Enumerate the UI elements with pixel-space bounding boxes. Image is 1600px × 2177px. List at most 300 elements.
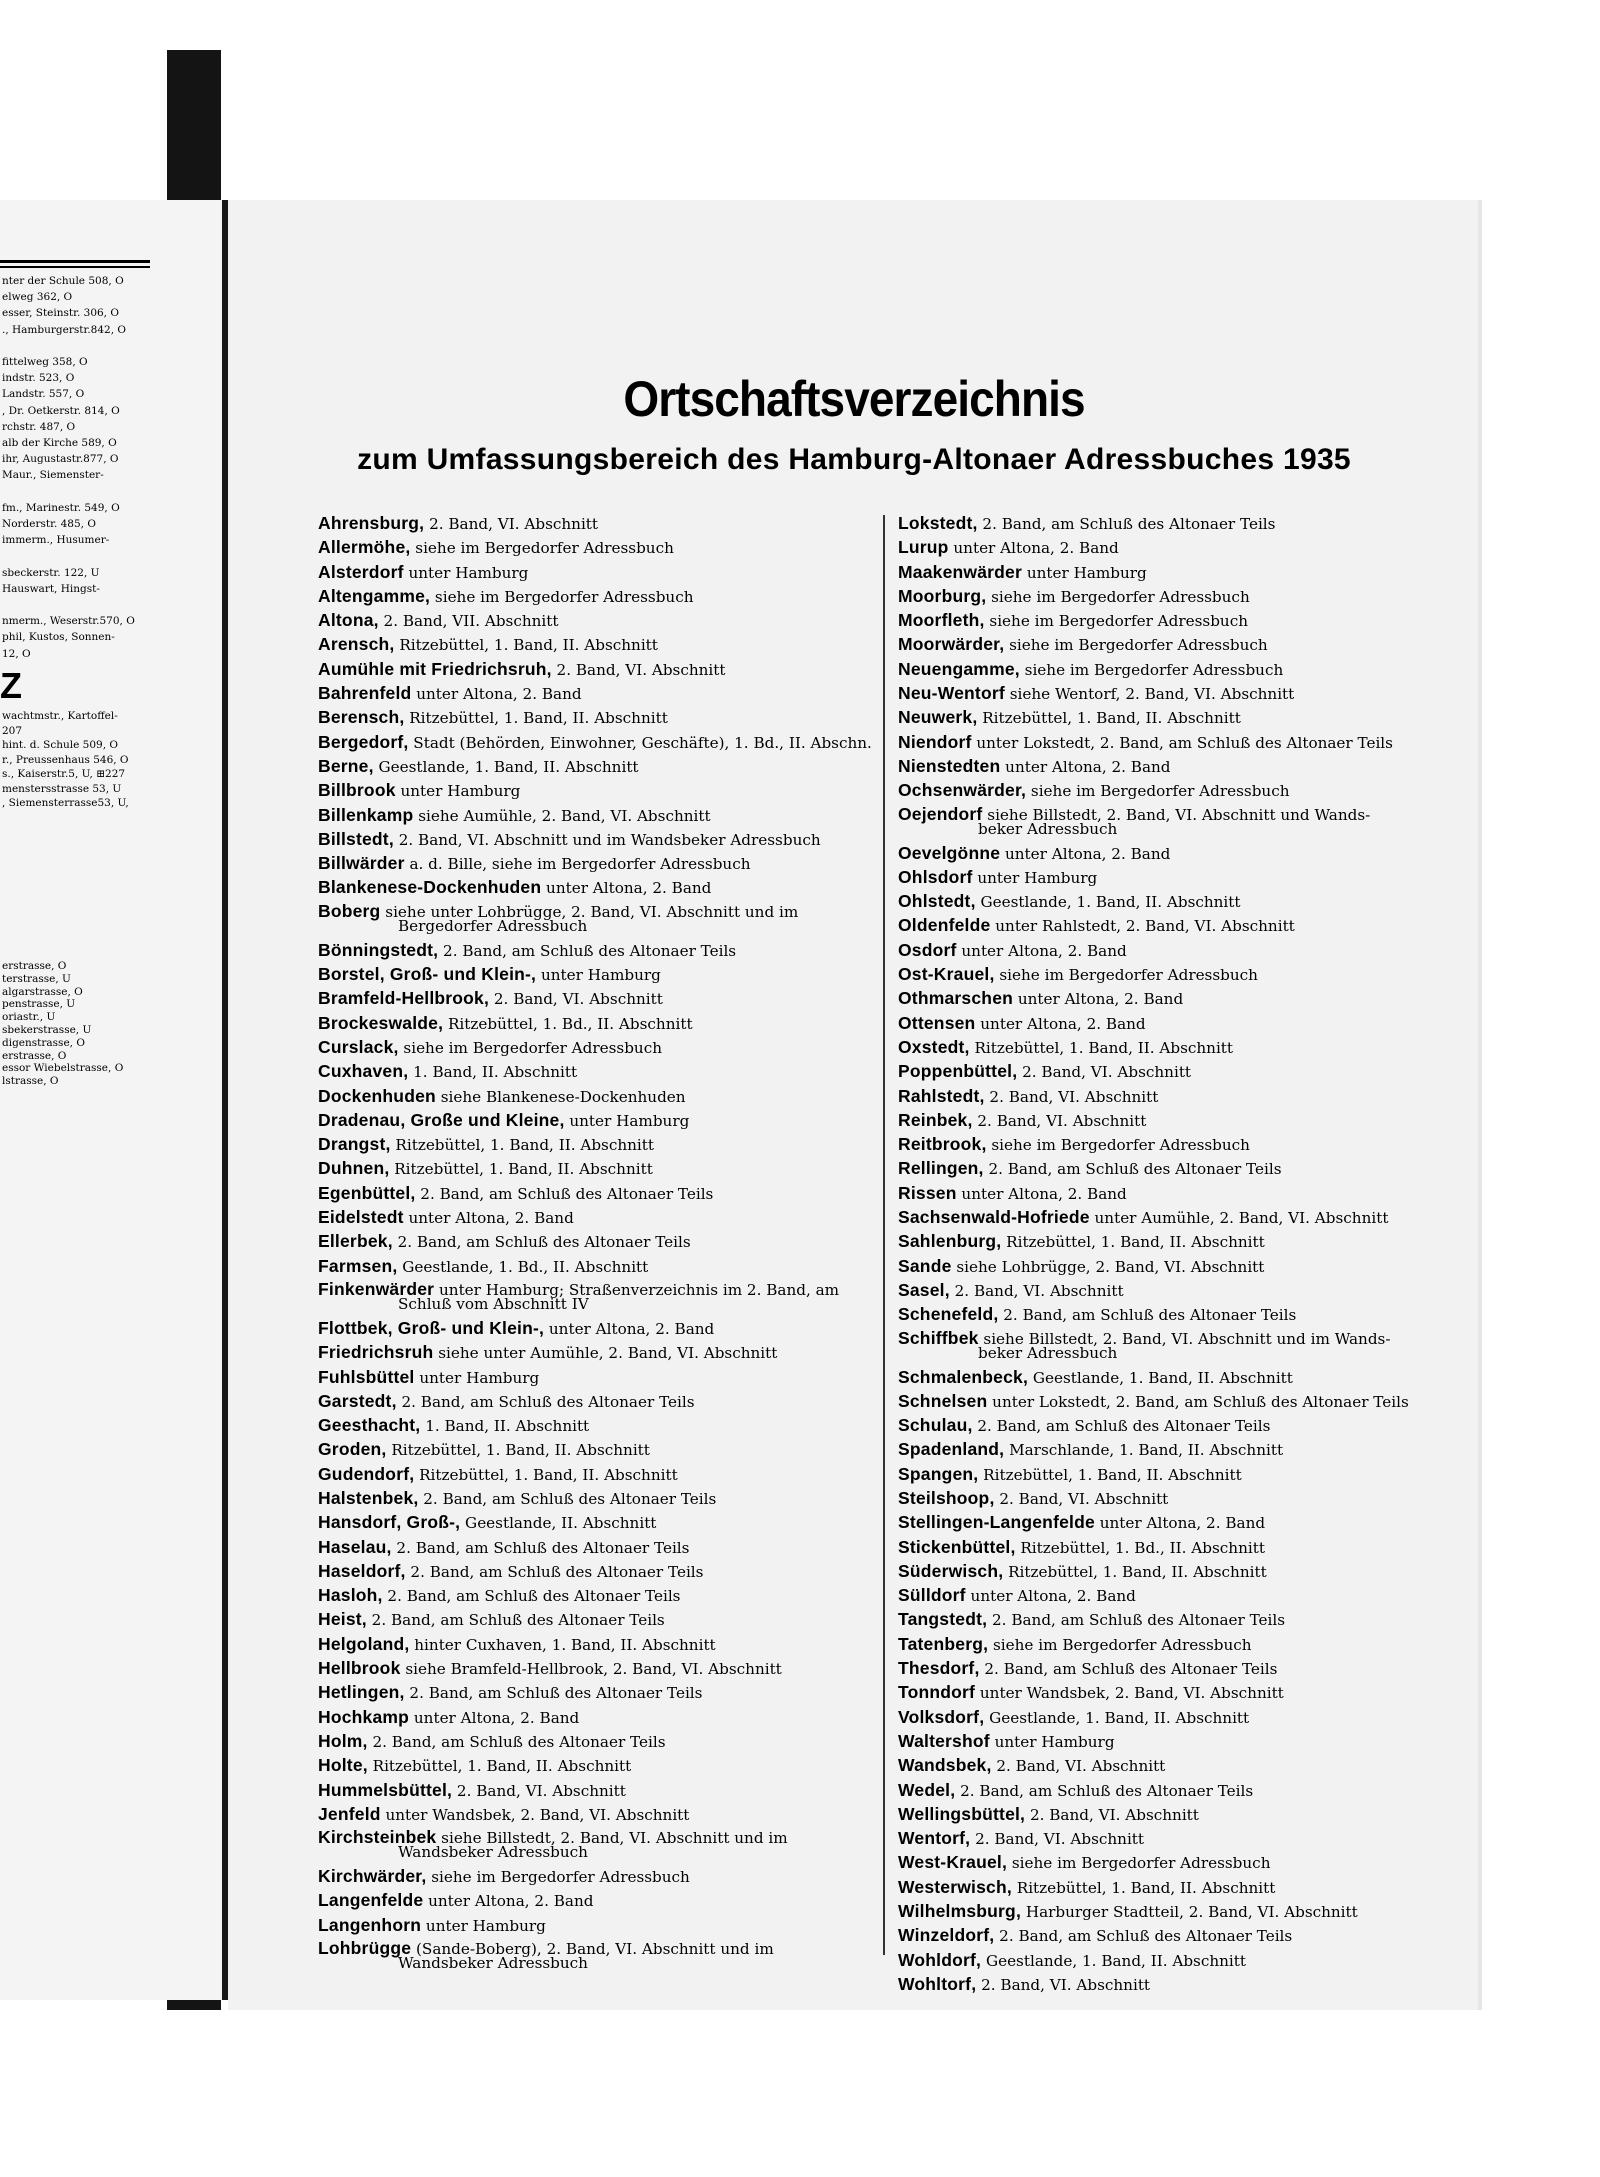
place-reference: siehe im Bergedorfer Adressbuch [984, 612, 1248, 631]
index-entry [318, 1754, 873, 1778]
index-entry [318, 1414, 873, 1438]
index-entry [898, 1182, 1443, 1206]
index-entry [898, 1414, 1443, 1438]
place-reference: unter Hamburg [972, 868, 1098, 887]
index-entry [898, 804, 1443, 842]
index-entry [898, 1681, 1443, 1705]
index-entry [318, 536, 873, 560]
place-name: Cuxhaven, [318, 1061, 409, 1082]
index-entry [318, 876, 873, 900]
index-entry [318, 1109, 873, 1133]
place-name: Heist, [318, 1609, 367, 1630]
place-reference: Stadt (Behörden, Einwohner, Geschäfte), 1. Bd., II. Abschn. [408, 733, 872, 752]
place-name: Holte, [318, 1755, 368, 1776]
place-reference: siehe im Bergedorfer Adressbuch [430, 587, 694, 606]
place-reference: siehe Billstedt, 2. Band, VI. Abschnitt und im [436, 1829, 788, 1848]
index-entry [318, 633, 873, 657]
place-reference: 2. Band, am Schluß des Altonaer Teils [998, 1306, 1297, 1325]
place-reference: 2. Band, am Schluß des Altonaer Teils [405, 1562, 704, 1581]
place-reference: 1. Band, II. Abschnitt [408, 1063, 578, 1082]
place-name: Poppenbüttel, [898, 1061, 1018, 1082]
place-name: Hetlingen, [318, 1682, 405, 1703]
place-name: Lokstedt, [898, 513, 978, 533]
place-reference: siehe im Bergedorfer Adressbuch [986, 587, 1250, 606]
index-entry [898, 1085, 1443, 1109]
index-entry [318, 804, 873, 828]
index-entry [898, 585, 1443, 609]
place-reference: 2. Band, VI. Abschnitt [972, 1111, 1147, 1130]
index-entry [898, 779, 1443, 803]
left-page-letter: Z [0, 665, 22, 706]
place-name: Steilshoop, [898, 1487, 995, 1508]
place-name: Haseldorf, [318, 1560, 406, 1581]
place-reference: 2. Band, am Schluß des Altonaer Teils [983, 1160, 1282, 1179]
index-entry [318, 1779, 873, 1803]
place-reference: unter Hamburg [536, 966, 661, 985]
index-entry [898, 1584, 1443, 1608]
place-reference: 2. Band, am Schluß des Altonaer Teils [392, 1233, 691, 1252]
index-entry [318, 779, 873, 803]
place-name: Othmarschen [898, 988, 1014, 1009]
place-name: Jenfeld [318, 1803, 381, 1824]
index-entry [898, 682, 1443, 706]
place-name: Halstenbek, [318, 1487, 419, 1508]
place-reference: unter Altona, 2. Band [541, 879, 712, 898]
page-edge [1478, 200, 1482, 2010]
place-reference: siehe Billstedt, 2. Band, VI. Abschnitt und Wands- [982, 805, 1371, 824]
index-entry [318, 1182, 873, 1206]
place-name: Reinbek, [898, 1109, 973, 1130]
index-entry [898, 1803, 1443, 1827]
place-name: Oldenfelde [898, 915, 991, 936]
index-entry [318, 706, 873, 730]
place-name: Rissen [898, 1182, 957, 1203]
place-reference: unter Hamburg [989, 1732, 1115, 1751]
place-reference: unter Altona, 2. Band [948, 539, 1119, 558]
index-entry [318, 1157, 873, 1181]
place-name: Wedel, [898, 1779, 956, 1800]
index-entry [318, 852, 873, 876]
index-entry [318, 682, 873, 706]
column-divider [883, 515, 885, 1955]
place-name: Ost-Krauel, [898, 964, 995, 985]
index-entry [898, 609, 1443, 633]
index-entry [318, 731, 873, 755]
index-entry [318, 1657, 873, 1681]
place-reference: siehe Aumühle, 2. Band, VI. Abschnitt [413, 806, 711, 825]
place-reference: Ritzebüttel, 1. Band, II. Abschnitt [390, 1136, 654, 1155]
place-name: Lohbrügge [318, 1938, 412, 1959]
place-name: Ahrensburg, [318, 513, 425, 533]
place-name: Dradenau, Große und Kleine, [318, 1109, 565, 1130]
place-reference: 2. Band, am Schluß des Altonaer Teils [367, 1732, 666, 1751]
left-page-line: r., Preussenhaus 546, O [2, 753, 129, 766]
place-reference: 2. Band, VI. Abschnitt [976, 1975, 1151, 1994]
index-entry [318, 1681, 873, 1705]
place-reference: Harburger Stadtteil, 2. Band, VI. Abschnitt [1021, 1903, 1358, 1922]
place-reference: 2. Band, VI. Abschnitt und im Wandsbeker Adressbuch [393, 830, 821, 849]
place-name: Finkenwärder [318, 1278, 435, 1299]
place-name: Allermöhe, [318, 537, 411, 558]
place-name: Tangstedt, [898, 1609, 988, 1630]
index-entry [318, 512, 873, 536]
left-page-line: alb der Kirche 589, O [2, 437, 117, 449]
place-reference: 2. Band, am Schluß des Altonaer Teils [382, 1587, 681, 1606]
place-name: Schmalenbeck, [898, 1366, 1029, 1387]
place-reference: unter Altona, 2. Band [409, 1708, 580, 1727]
place-reference: unter Altona, 2. Band [1000, 844, 1171, 863]
index-entry [898, 1706, 1443, 1730]
index-entry [318, 1536, 873, 1560]
left-page-line: phil, Kustos, Sonnen- [2, 631, 115, 644]
index-entry [318, 1803, 873, 1827]
place-reference: Ritzebüttel, 1. Band, II. Abschnitt [394, 636, 658, 655]
place-name: Hummelsbüttel, [318, 1779, 453, 1800]
place-reference: unter Hamburg; Straßenverzeichnis im 2. Band, am [434, 1280, 840, 1299]
place-name: Winzeldorf, [898, 1925, 995, 1946]
place-name: Schnelsen [898, 1390, 988, 1411]
left-page-line: wachtmstr., Kartoffel- [2, 710, 118, 722]
place-reference: 2. Band, VI. Abschnitt [994, 1489, 1169, 1508]
place-name: Kirchsteinbek [318, 1827, 437, 1848]
place-reference: 2. Band, VI. Abschnitt [949, 1281, 1124, 1300]
place-reference: Ritzebüttel, 1. Band, II. Abschnitt [404, 709, 668, 728]
index-entry [318, 987, 873, 1011]
place-reference: Geestlande, 1. Bd., II. Abschnitt [397, 1257, 649, 1276]
left-page-line: , Dr. Oetkerstr. 814, O [2, 404, 120, 417]
index-entry [898, 1827, 1443, 1851]
index-entry [318, 1390, 873, 1414]
place-name: Stellingen-Langenfelde [898, 1512, 1095, 1533]
index-entry [318, 755, 873, 779]
index-entry [318, 1938, 873, 1976]
place-name: Moorburg, [898, 585, 987, 606]
place-reference: unter Altona, 2. Band [423, 1892, 594, 1911]
place-reference-continued: beker Adressbuch [978, 1343, 1118, 1362]
place-name: Egenbüttel, [318, 1182, 416, 1203]
index-entry [318, 1560, 873, 1584]
place-reference: siehe Blankenese-Dockenhuden [435, 1087, 686, 1106]
index-entry [898, 1657, 1443, 1681]
left-page-line: nmerm., Weserstr.570, O [2, 615, 135, 628]
index-entry [898, 1779, 1443, 1803]
left-page-line: oriastr., U [2, 1011, 56, 1024]
place-reference: siehe Wentorf, 2. Band, VI. Abschnitt [1004, 685, 1295, 704]
left-page-line: Norderstr. 485, O [2, 518, 96, 530]
index-entry [898, 1303, 1443, 1327]
place-name: Flottbek, Groß- und Klein-, [318, 1317, 545, 1338]
index-entry [898, 866, 1443, 890]
index-entry [898, 890, 1443, 914]
index-entry [318, 1914, 873, 1938]
place-name: Langenfelde [318, 1890, 424, 1911]
index-entry [318, 1633, 873, 1657]
place-reference: 2. Band, VII. Abschnitt [378, 612, 559, 631]
place-name: Sachsenwald-Hofriede [898, 1207, 1090, 1228]
place-name: Hasloh, [318, 1585, 383, 1606]
place-reference: 2. Band, am Schluß des Altonaer Teils [404, 1684, 703, 1703]
place-name: Rahlstedt, [898, 1085, 985, 1106]
place-name: Spangen, [898, 1463, 979, 1484]
index-entry [318, 828, 873, 852]
place-reference: Geestlande, 1. Band, II. Abschnitt [1028, 1368, 1293, 1387]
left-page-line: hint. d. Schule 509, O [2, 739, 119, 751]
index-entry [318, 1706, 873, 1730]
place-reference: siehe im Bergedorfer Adressbuch [426, 1868, 690, 1887]
place-name: Westerwisch, [898, 1876, 1012, 1897]
place-reference: unter Wandsbek, 2. Band, VI. Abschnitt [380, 1805, 690, 1824]
place-name: Neuengamme, [898, 658, 1020, 679]
index-entry [318, 1255, 873, 1279]
index-entry [318, 1206, 873, 1230]
place-name: Thesdorf, [898, 1658, 980, 1679]
index-entry [898, 842, 1443, 866]
left-page-line: , Siemensterrasse53, U, [2, 797, 129, 809]
left-page-line: Landstr. 557, O [2, 388, 85, 401]
place-name: Ochsenwärder, [898, 780, 1027, 801]
place-reference: siehe im Bergedorfer Adressbuch [410, 539, 674, 558]
place-name: Boberg [318, 900, 381, 921]
index-entry [318, 585, 873, 609]
index-entry [898, 1230, 1443, 1254]
index-entry [318, 1487, 873, 1511]
left-page-line: immerm., Husumer- [2, 534, 110, 547]
index-entry [898, 987, 1443, 1011]
place-name: Oevelgönne [898, 842, 1001, 863]
place-reference: 2. Band, am Schluß des Altonaer Teils [979, 1660, 1278, 1679]
place-reference: 2. Band, am Schluß des Altonaer Teils [415, 1184, 714, 1203]
index-entry [318, 901, 873, 939]
place-name: Wandsbek, [898, 1755, 992, 1776]
place-reference: 2. Band, am Schluß des Altonaer Teils [972, 1417, 1271, 1436]
place-reference: Geestlande, 1. Band, II. Abschnitt [984, 1708, 1250, 1727]
place-reference: unter Hamburg [564, 1111, 690, 1130]
index-entry [898, 1973, 1443, 1997]
place-reference: siehe Lohbrügge, 2. Band, VI. Abschnitt [951, 1257, 1265, 1276]
place-name: Wellingsbüttel, [898, 1803, 1026, 1824]
place-reference: 2. Band, VI. Abschnitt [991, 1757, 1166, 1776]
place-name: Niendorf [898, 731, 972, 752]
left-page-line: algarstrasse, O [2, 985, 83, 998]
left-page-line: digenstrasse, O [2, 1036, 85, 1049]
place-reference: siehe im Bergedorfer Adressbuch [1026, 782, 1290, 801]
place-reference: siehe im Bergedorfer Adressbuch [988, 1635, 1252, 1654]
place-reference: Ritzebüttel, 1. Band, II. Abschnitt [1011, 1878, 1276, 1897]
place-reference: unter Lokstedt, 2. Band, am Schluß des Altonaer Teils [971, 733, 1393, 752]
place-reference: siehe Billstedt, 2. Band, VI. Abschnitt und im Wands- [978, 1329, 1391, 1348]
left-page-line: ihr, Augustastr.877, O [2, 453, 119, 466]
place-name: Moorfleth, [898, 610, 985, 631]
place-name: Sahlenburg, [898, 1231, 1002, 1252]
index-entry [898, 658, 1443, 682]
place-name: Sasel, [898, 1279, 950, 1300]
place-name: Tonndorf [898, 1682, 976, 1703]
index-entry [318, 1438, 873, 1462]
place-reference: 2. Band, am Schluß des Altonaer Teils [366, 1611, 665, 1630]
place-name: Spadenland, [898, 1439, 1005, 1460]
place-reference: Ritzebüttel, 1. Band, II. Abschnitt [389, 1160, 653, 1179]
place-name: Geesthacht, [318, 1415, 421, 1436]
place-name: Alsterdorf [318, 561, 404, 582]
place-reference: unter Wandsbek, 2. Band, VI. Abschnitt [975, 1684, 1284, 1703]
place-reference: unter Altona, 2. Band [956, 1184, 1127, 1203]
index-entry [898, 1012, 1443, 1036]
place-name: Hansdorf, Groß-, [318, 1512, 461, 1533]
place-reference: 2. Band, VI. Abschnitt [489, 990, 663, 1009]
place-reference: siehe unter Aumühle, 2. Band, VI. Abschnitt [433, 1344, 778, 1363]
place-name: Arensch, [318, 634, 395, 655]
index-entry [318, 1608, 873, 1632]
left-page-line: elweg 362, O [2, 291, 73, 304]
index-entry [898, 1924, 1443, 1948]
index-entry [898, 1511, 1443, 1535]
place-name: Bergedorf, [318, 731, 409, 752]
left-page-line: sbekerstrasse, U [2, 1024, 92, 1036]
place-name: Drangst, [318, 1134, 391, 1155]
index-entry [898, 1390, 1443, 1414]
left-page-rule [0, 260, 150, 263]
place-reference: unter Altona, 2. Band [544, 1319, 715, 1338]
index-entry [898, 963, 1443, 987]
place-name: Maakenwärder [898, 561, 1022, 582]
index-entry [318, 1317, 873, 1341]
place-reference: unter Altona, 2. Band [403, 1209, 574, 1228]
place-name: Billenkamp [318, 804, 414, 825]
place-name: Haselau, [318, 1536, 392, 1557]
place-reference: unter Hamburg [421, 1916, 546, 1935]
index-entry [318, 1366, 873, 1390]
place-name: Berensch, [318, 707, 405, 728]
place-name: Waltershof [898, 1730, 990, 1751]
left-page-line: sbeckerstr. 122, U [2, 566, 100, 579]
index-entry [898, 633, 1443, 657]
place-reference: 2. Band, VI. Abschnitt [970, 1830, 1145, 1849]
index-entry [318, 1230, 873, 1254]
left-page-line: fm., Marinestr. 549, O [2, 501, 120, 514]
place-reference: unter Hamburg [1022, 563, 1147, 582]
left-page-line: Hauswart, Hingst- [2, 582, 100, 595]
left-page-fragment [0, 200, 222, 2000]
left-page-line: Maur., Siemenster- [2, 469, 104, 482]
index-entry [318, 1279, 873, 1317]
left-page-line: erstrasse, O [2, 960, 67, 972]
place-name: Billwärder [318, 853, 405, 874]
place-name: Stickenbüttel, [898, 1536, 1016, 1557]
left-page-line: menstersstrasse 53, U [2, 782, 122, 795]
place-name: Bahrenfeld [318, 683, 412, 704]
place-name: Groden, [318, 1439, 387, 1460]
index-entry [318, 1085, 873, 1109]
index-entry [318, 939, 873, 963]
index-entry [318, 1889, 873, 1913]
place-name: Fuhlsbüttel [318, 1366, 415, 1387]
place-name: Süderwisch, [898, 1560, 1004, 1581]
place-name: Garstedt, [318, 1390, 397, 1411]
place-reference: Marschlande, 1. Band, II. Abschnitt [1004, 1441, 1284, 1460]
index-entry [898, 1633, 1443, 1657]
place-reference: siehe im Bergedorfer Adressbuch [1004, 636, 1268, 655]
place-name: Wohldorf, [898, 1949, 982, 1970]
place-reference: unter Altona, 2. Band [1000, 757, 1171, 776]
place-name: Duhnen, [318, 1158, 390, 1179]
place-reference: Ritzebüttel, 1. Bd., II. Abschnitt [443, 1014, 693, 1033]
place-reference: Ritzebüttel, 1. Band, II. Abschnitt [977, 709, 1241, 728]
place-name: Langenhorn [318, 1914, 422, 1935]
index-entry [898, 1036, 1443, 1060]
index-entry [898, 1851, 1443, 1875]
place-reference: 1. Band, II. Abschnitt [420, 1417, 590, 1436]
place-reference: unter Altona, 2. Band [1013, 990, 1184, 1009]
index-entry [318, 1511, 873, 1535]
place-reference: Ritzebüttel, 1. Band, II. Abschnitt [386, 1441, 650, 1460]
place-name: Hochkamp [318, 1706, 410, 1727]
index-entry [898, 914, 1443, 938]
page-title: Ortschaftsverzeichnis [623, 371, 1085, 427]
place-name: Sande [898, 1255, 952, 1276]
index-entry [898, 1949, 1443, 1973]
index-entry [318, 963, 873, 987]
place-reference: 2. Band, am Schluß des Altonaer Teils [438, 941, 737, 960]
left-page-line: fittelweg 358, O [2, 356, 88, 368]
left-page-line: rchstr. 487, O [2, 420, 76, 433]
place-reference: Ritzebüttel, 1. Band, II. Abschnitt [1003, 1562, 1267, 1581]
index-entry [318, 561, 873, 585]
place-reference-continued: Schluß vom Abschnitt IV [398, 1294, 589, 1313]
index-entry [898, 939, 1443, 963]
place-reference: (Sande-Boberg), 2. Band, VI. Abschnitt und im [411, 1940, 774, 1959]
index-entry [898, 1754, 1443, 1778]
place-name: Aumühle mit Friedrichsruh, [318, 658, 552, 679]
place-name: Bramfeld-Hellbrook, [318, 988, 490, 1009]
left-page-line: esser, Steinstr. 306, O [2, 307, 119, 320]
place-reference: unter Altona, 2. Band [956, 941, 1127, 960]
left-page-line: 12, O [2, 647, 31, 660]
index-entry [898, 1608, 1443, 1632]
place-reference: siehe unter Lohbrügge, 2. Band, VI. Abschnitt und im [380, 902, 799, 921]
place-name: Borstel, Groß- und Klein-, [318, 964, 537, 985]
place-reference: 2. Band, VI. Abschnitt [452, 1781, 626, 1800]
place-name: Dockenhuden [318, 1085, 436, 1106]
left-page-line: nter der Schule 508, O [2, 275, 124, 287]
place-name: Rellingen, [898, 1158, 984, 1179]
index-entry [898, 1279, 1443, 1303]
place-name: Brockeswalde, [318, 1012, 444, 1033]
index-entry [898, 1438, 1443, 1462]
place-reference: siehe im Bergedorfer Adressbuch [398, 1038, 663, 1057]
place-name: Kirchwärder, [318, 1866, 427, 1887]
place-reference: unter Aumühle, 2. Band, VI. Abschnitt [1089, 1209, 1389, 1228]
place-reference: 2. Band, am Schluß des Altonaer Teils [977, 515, 1276, 533]
place-reference: Geestlande, 1. Band, II. Abschnitt [981, 1951, 1246, 1970]
place-reference: Ritzebüttel, 1. Band, II. Abschnitt [1001, 1233, 1265, 1252]
index-entry [898, 536, 1443, 560]
place-reference-continued: Wandsbeker Adressbuch [398, 1954, 588, 1973]
index-entry [898, 1560, 1443, 1584]
place-reference: 2. Band, am Schluß des Altonaer Teils [987, 1611, 1286, 1630]
place-reference: 2. Band, VI. Abschnitt [984, 1087, 1159, 1106]
place-name: Neu-Wentorf [898, 683, 1005, 704]
index-entry [898, 512, 1443, 536]
index-entry [318, 1865, 873, 1889]
left-page-line: 207 [2, 724, 23, 737]
place-name: Billbrook [318, 780, 396, 801]
place-reference: a. d. Bille, siehe im Bergedorfer Adressbuch [404, 855, 751, 874]
place-reference: Geestlande, 1. Band, II. Abschnitt [975, 893, 1241, 912]
index-entry [898, 755, 1443, 779]
place-name: Reitbrook, [898, 1134, 987, 1155]
left-page-line: ., Hamburgerstr.842, O [2, 323, 126, 336]
place-reference: Ritzebüttel, 1. Band, II. Abschnitt [414, 1465, 678, 1484]
